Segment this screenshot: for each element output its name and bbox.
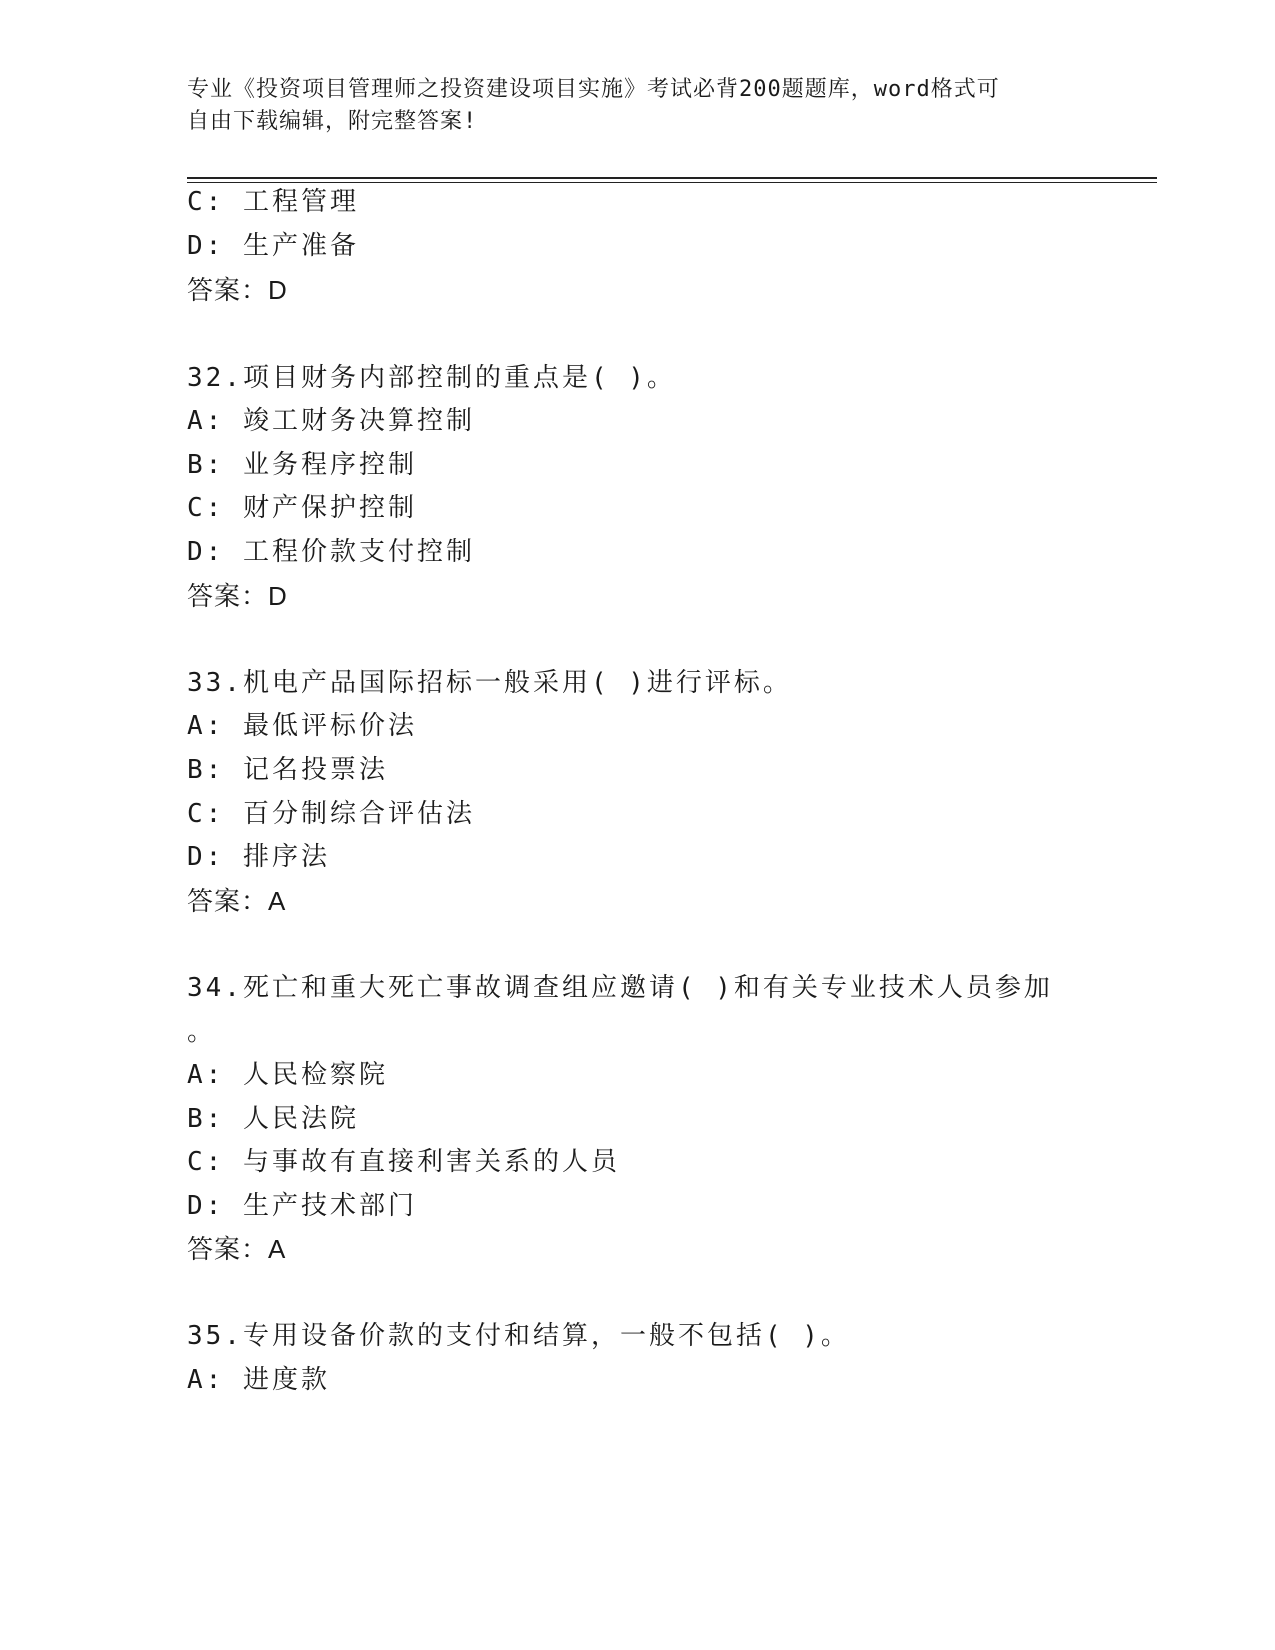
option-d: D: 工程价款支付控制 (187, 537, 475, 567)
question-stem: 34.死亡和重大死亡事故调查组应邀请( )和有关专业技术人员参加 (187, 973, 1053, 1003)
option-c: C: 与事故有直接利害关系的人员 (187, 1147, 620, 1177)
option-b: B: 业务程序控制 (187, 450, 417, 480)
header-divider-thin (187, 182, 1157, 183)
option-a: A: 竣工财务决算控制 (187, 406, 475, 436)
answer: 答案：A (187, 1234, 287, 1264)
question-stem: 33.机电产品国际招标一般采用( )进行评标。 (187, 668, 792, 698)
option-c: C: 工程管理 (187, 187, 359, 217)
option-a: A: 进度款 (187, 1365, 330, 1395)
option-b: B: 记名投票法 (187, 755, 388, 785)
question-stem: 35.专用设备价款的支付和结算，一般不包括( )。 (187, 1321, 850, 1351)
document-header (187, 74, 1087, 138)
question-stem: 32.项目财务内部控制的重点是( )。 (187, 363, 676, 393)
header-line-2: 自由下载编辑，附完整答案! (187, 109, 478, 134)
question-stem-continuation: 。 (187, 1017, 217, 1047)
option-d: D: 生产技术部门 (187, 1191, 417, 1221)
option-d: D: 排序法 (187, 842, 330, 872)
header-line-1: 专业《投资项目管理师之投资建设项目实施》考试必背200题题库，word格式可 (187, 77, 1000, 102)
answer: 答案：A (187, 886, 287, 916)
answer: 答案：D (187, 275, 288, 305)
option-d: D: 生产准备 (187, 231, 359, 261)
answer: 答案：D (187, 581, 288, 611)
option-c: C: 百分制综合评估法 (187, 799, 475, 829)
option-c: C: 财产保护控制 (187, 493, 417, 523)
option-a: A: 人民检察院 (187, 1060, 388, 1090)
header-divider-thick (187, 177, 1157, 179)
option-a: A: 最低评标价法 (187, 711, 417, 741)
option-b: B: 人民法院 (187, 1104, 359, 1134)
